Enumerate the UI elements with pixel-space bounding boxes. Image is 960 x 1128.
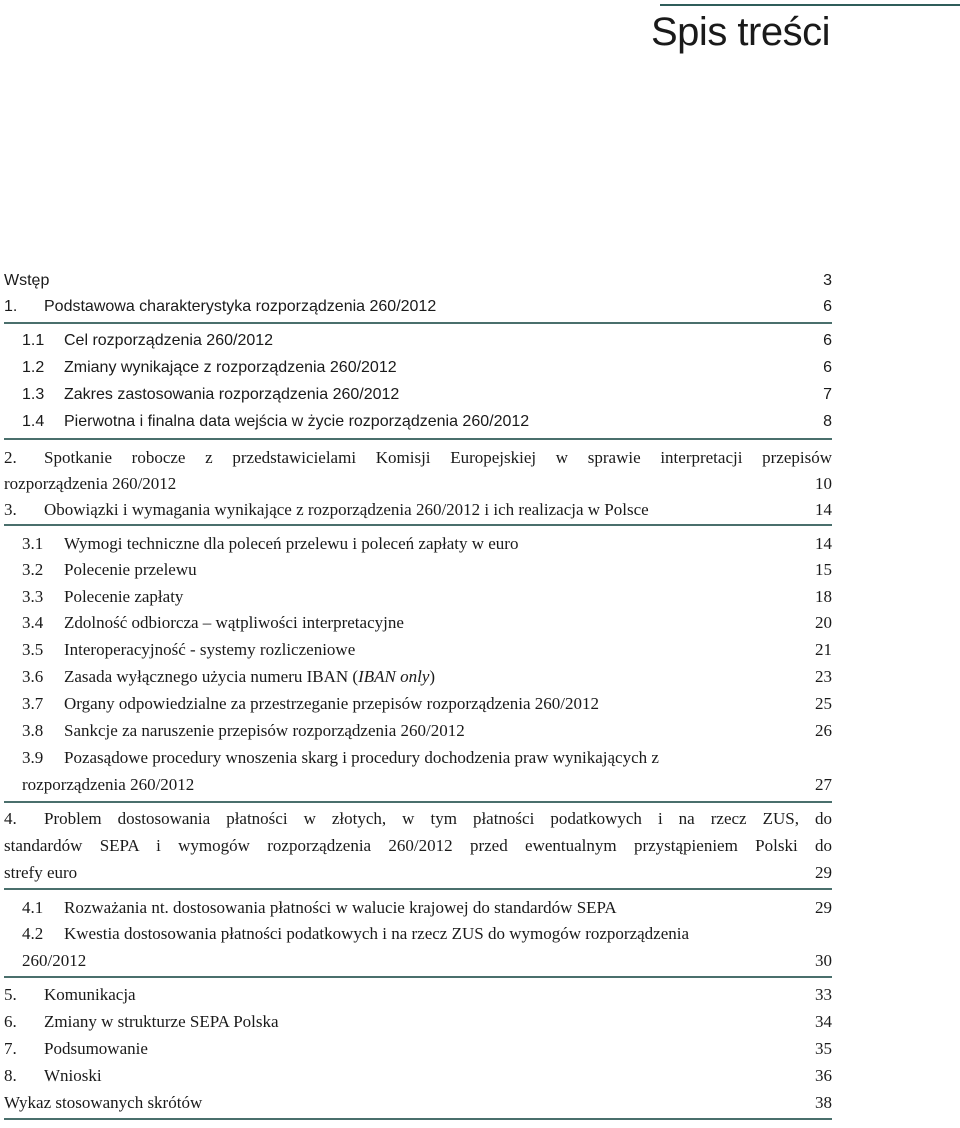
toc-entry-page: 30 bbox=[815, 951, 832, 970]
toc-entry-page: 26 bbox=[815, 721, 832, 740]
toc-entry-number: 8. bbox=[4, 1066, 17, 1085]
page-header bbox=[0, 0, 960, 72]
toc-entry-number: 1.1 bbox=[22, 332, 45, 349]
toc-entry-text: Polecenie zapłaty bbox=[64, 587, 184, 606]
toc-entry-page: 6 bbox=[823, 298, 832, 315]
toc-entry-number: 3.1 bbox=[22, 534, 44, 553]
toc-entry-number: 3. bbox=[4, 500, 17, 519]
toc-entry-number: 3.5 bbox=[22, 640, 44, 659]
toc-entry-text: Wnioski bbox=[44, 1066, 102, 1085]
toc-entry-page: 7 bbox=[823, 386, 832, 403]
toc-entry-text bbox=[64, 664, 435, 690]
toc-entry-number: 3.9 bbox=[22, 748, 44, 767]
toc-entry-text: Wymogi techniczne dla poleceń przelewu i poleceń zapłaty w euro bbox=[64, 534, 519, 553]
toc-entry-text: Zmiany wynikające z rozporządzenia 260/2012 bbox=[64, 359, 397, 376]
toc-entry-page: 14 bbox=[815, 500, 832, 519]
toc-entry-number: 1.2 bbox=[22, 359, 45, 376]
toc-entry-page: 10 bbox=[815, 474, 832, 493]
toc-entry-text-line3: strefy euro bbox=[4, 863, 78, 882]
toc-entry-text: Zdolność odbiorcza – wątpliwości interpretacyjne bbox=[64, 613, 404, 632]
toc-entry-text-b: ) bbox=[429, 667, 436, 686]
toc-divider bbox=[4, 976, 832, 978]
toc-entry-text-line2: 260/2012 bbox=[22, 951, 87, 970]
toc-entry-number: 3.4 bbox=[22, 613, 44, 632]
toc-entry-page: 23 bbox=[815, 667, 832, 686]
toc-entry-number: 4.1 bbox=[22, 898, 44, 917]
toc-entry-page: 21 bbox=[815, 640, 832, 659]
toc-entry-number: 3.6 bbox=[22, 667, 44, 686]
toc-divider bbox=[4, 801, 832, 803]
toc-entry-page: 25 bbox=[815, 694, 832, 713]
toc-divider bbox=[4, 438, 832, 440]
toc-entry-text: Zakres zastosowania rozporządzenia 260/2012 bbox=[64, 386, 400, 403]
toc-entry-page: 27 bbox=[815, 775, 832, 794]
toc-entry-page: 14 bbox=[815, 534, 832, 553]
toc-entry-text: Wykaz stosowanych skrótów bbox=[4, 1093, 203, 1112]
toc-entry-text: Podstawowa charakterystyka rozporządzenia 260/2012 bbox=[44, 298, 437, 315]
toc-divider bbox=[4, 524, 832, 526]
toc-entry-number: 3.7 bbox=[22, 694, 44, 713]
header-rule bbox=[660, 4, 960, 6]
toc-entry-number: 4. bbox=[4, 809, 17, 828]
page-title: Spis treści bbox=[651, 10, 830, 54]
toc-entry-text-line1: Problem dostosowania płatności w złotych, w tym płatności podatkowych i na rzecz ZUS, do bbox=[44, 809, 832, 828]
toc-entry-page: 29 bbox=[815, 898, 832, 917]
toc-entry-text-line1: Kwestia dostosowania płatności podatkowych i na rzecz ZUS do wymogów rozporządzenia bbox=[64, 924, 690, 943]
toc-entry-text: Organy odpowiedzialne za przestrzeganie przepisów rozporządzenia 260/2012 bbox=[64, 694, 599, 713]
toc-entry-page: 8 bbox=[823, 413, 832, 430]
toc-entry-text: Rozważania nt. dostosowania płatności w walucie krajowej do standardów SEPA bbox=[64, 898, 617, 917]
toc-entry-page: 33 bbox=[815, 985, 832, 1004]
toc-entry-page: 6 bbox=[823, 359, 832, 376]
toc-entry-number: 3.8 bbox=[22, 721, 44, 740]
toc-entry-text-a: Zasada wyłącznego użycia numeru IBAN ( bbox=[64, 667, 359, 686]
toc-divider bbox=[4, 322, 832, 324]
toc-divider bbox=[4, 888, 832, 890]
toc-entry-text: Cel rozporządzenia 260/2012 bbox=[64, 332, 274, 349]
toc-entry-number: 1.3 bbox=[22, 386, 45, 403]
toc-entry-text-line2: rozporządzenia 260/2012 bbox=[4, 474, 177, 493]
toc-entry-number: 1. bbox=[4, 298, 18, 315]
toc-entry-number: 1.4 bbox=[22, 413, 45, 430]
toc-divider bbox=[4, 1118, 832, 1120]
toc-entry-text-line1: Spotkanie robocze z przedstawicielami Komisji Europejskiej w sprawie interpretacji przepisów bbox=[44, 448, 832, 467]
toc-entry-page: 38 bbox=[815, 1093, 832, 1112]
toc-entry-text: Sankcje za naruszenie przepisów rozporządzenia 260/2012 bbox=[64, 721, 465, 740]
toc-entry-page: 6 bbox=[823, 332, 832, 349]
toc-entry-page: 35 bbox=[815, 1039, 832, 1058]
toc-entry-text: Zmiany w strukturze SEPA Polska bbox=[44, 1012, 279, 1031]
toc-entry-number: 3.2 bbox=[22, 560, 44, 579]
toc-entry-number: 5. bbox=[4, 985, 17, 1004]
toc-entry-number: 7. bbox=[4, 1039, 17, 1058]
toc-entry-text-line1: Pozasądowe procedury wnoszenia skarg i procedury dochodzenia praw wynikających z bbox=[64, 748, 659, 767]
toc-entry-page: 15 bbox=[815, 560, 832, 579]
toc-entry-text: Wstęp bbox=[4, 272, 50, 289]
toc-entry-page: 29 bbox=[815, 863, 832, 882]
toc-entry-number: 4.2 bbox=[22, 924, 44, 943]
toc-entry-page: 34 bbox=[815, 1012, 832, 1031]
toc-entry-page: 18 bbox=[815, 587, 832, 606]
toc-entry-text: Pierwotna i finalna data wejścia w życie rozporządzenia 260/2012 bbox=[64, 413, 530, 430]
toc-entry-number: 6. bbox=[4, 1012, 17, 1031]
toc-entry-text: Polecenie przelewu bbox=[64, 560, 197, 579]
toc-entry-page: 20 bbox=[815, 613, 832, 632]
toc-entry-text: Interoperacyjność - systemy rozliczeniowe bbox=[64, 640, 356, 659]
toc-entry-page: 3 bbox=[823, 272, 832, 289]
toc-entry-number: 2. bbox=[4, 448, 17, 467]
toc-entry-text: Obowiązki i wymagania wynikające z rozporządzenia 260/2012 i ich realizacja w Polsce bbox=[44, 500, 649, 519]
toc-entry-text: Komunikacja bbox=[44, 985, 136, 1004]
toc-entry-page: 36 bbox=[815, 1066, 832, 1085]
toc-entry-text-italic: IBAN only bbox=[358, 667, 430, 686]
toc-entry-text-line2: rozporządzenia 260/2012 bbox=[22, 775, 195, 794]
toc-entry-text: Podsumowanie bbox=[44, 1039, 148, 1058]
toc-entry-number: 3.3 bbox=[22, 587, 44, 606]
toc-entry-text-line2: standardów SEPA i wymogów rozporządzenia 260/2012 przed ewentualnym przystąpieniem Polski do bbox=[4, 836, 832, 855]
